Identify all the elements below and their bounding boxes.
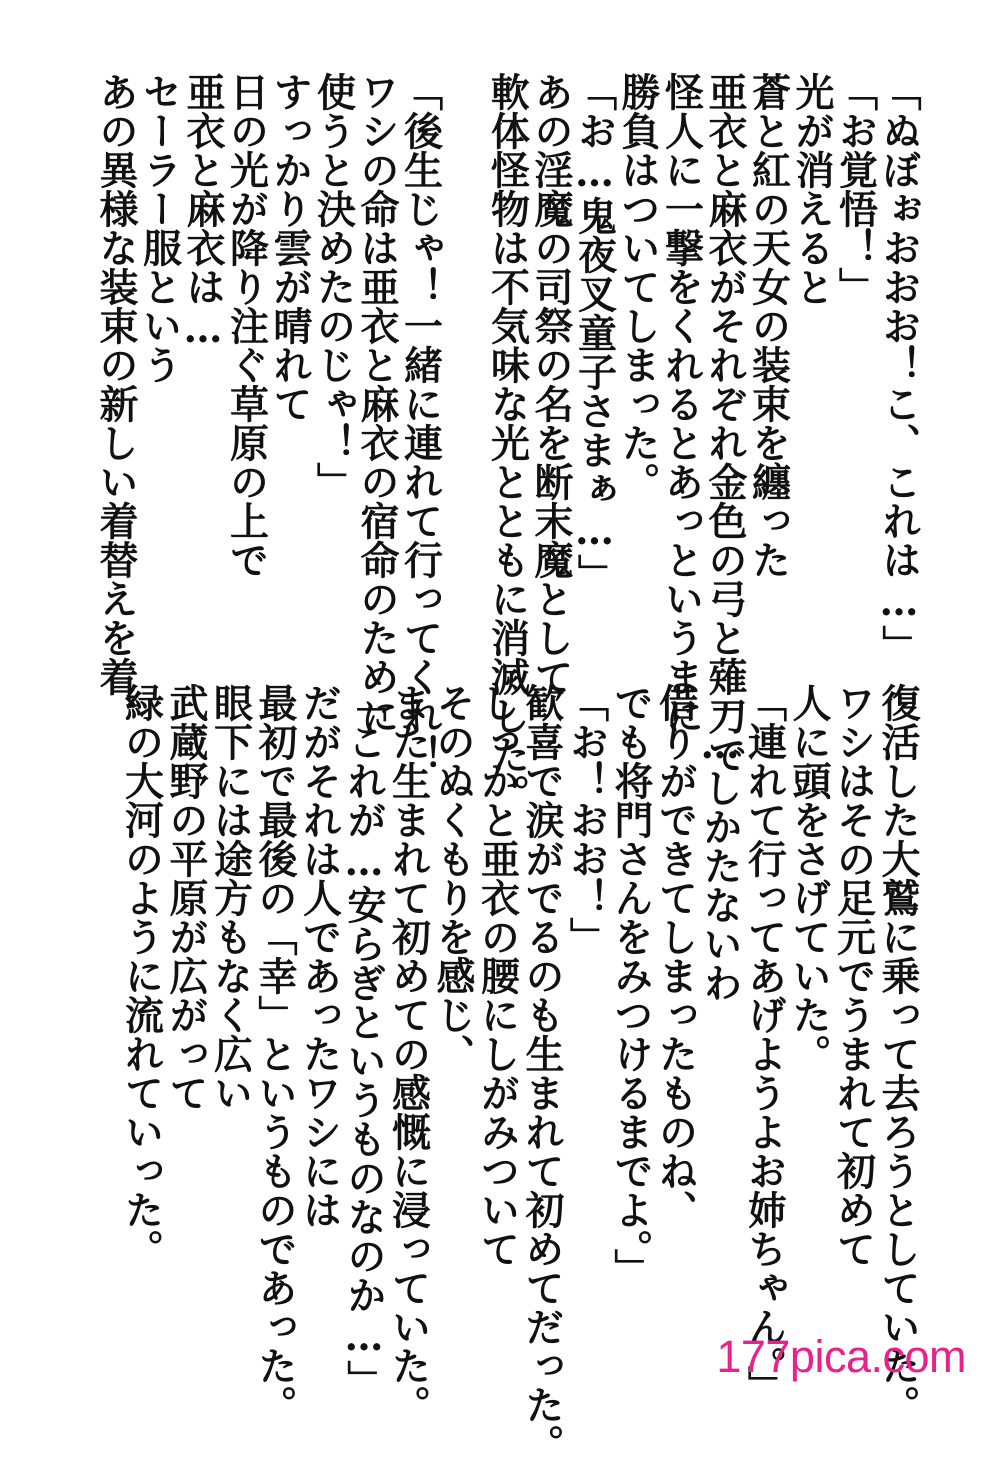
text-line: だがそれは人であったワシには (296, 683, 343, 1229)
text-line: 「ぬぼぉおおお！こ、これは…」 (876, 72, 922, 664)
text-line: セーラー服という (136, 72, 183, 384)
text-line: 人に頭をさげていた。 (786, 683, 832, 1073)
text-line: 「お覚悟！」 (832, 72, 879, 306)
text-line: 借りができてしまったものね、 (652, 683, 699, 1229)
text-line: ワシはその足元でうまれて初めて (830, 683, 877, 1268)
text-line: しっかと亜衣の腰にしがみついて (474, 683, 521, 1268)
text-line: 眼下には途方もなく広い (207, 683, 254, 1112)
watermark-link[interactable]: 177pica.com (716, 1331, 966, 1382)
text-line: 「後生じゃ！一緒に連れて行ってくれ！ (397, 72, 444, 774)
text-line: 「連れて行ってあげようよお姉ちゃん。」 (741, 683, 788, 1405)
text-line: 亜衣と麻衣がそれぞれ金色の弓と薙刀で (702, 72, 748, 774)
text-line: すっかり雲が晴れて (267, 72, 313, 423)
text-line: 「これが…安らぎというものなのか…」 (341, 683, 387, 1399)
text-line: 緑の大河のように流れていった。 (118, 683, 165, 1268)
text-line: あの異様な装束の新しい着替えを着、 (93, 72, 139, 735)
text-line: また生まれて初めての感慨に浸っていた。 (385, 683, 432, 1424)
text-line: 最初で最後の「幸」というものであった。 (252, 683, 298, 1424)
text-line: 使うと決めたのじゃ！」 (310, 72, 357, 501)
text-line: 「お！おお！」 (563, 683, 610, 956)
text-line: 「…しかたないわ (697, 683, 743, 1002)
text-line: 勝負はついてしまった。 (615, 72, 661, 501)
text-line: 武蔵野の平原が広がって (163, 683, 209, 1112)
text-line: 怪人に一撃をくれるとあっというまに (658, 72, 705, 735)
text-line: 軟体怪物は不気味な光とともに消滅した。 (484, 72, 531, 813)
text-line: そのぬくもりを感じ、 (430, 683, 476, 1073)
text-line: 亜衣と麻衣は… (180, 72, 226, 352)
text-line: あの淫魔の司祭の名を断末魔として (528, 72, 574, 696)
text-line: 歓喜で涙がでるのも生まれて初めてだった。 (519, 683, 565, 1463)
text-line: ワシの命は亜衣と麻衣の宿命のために (354, 72, 400, 735)
text-line: 光が消えると (789, 72, 835, 306)
text-line: でも将門さんをみつけるまでよ。」 (608, 683, 654, 1288)
text-line: 蒼と紅の天女の装束を纏った (745, 72, 792, 579)
text-line: 日の光が降り注ぐ草原の上で (223, 72, 270, 579)
text-line: 「お…鬼夜叉童子さまぁ…」 (571, 72, 618, 593)
text-line: 復活した大鷲に乗って去ろうとしていた。 (875, 683, 921, 1424)
